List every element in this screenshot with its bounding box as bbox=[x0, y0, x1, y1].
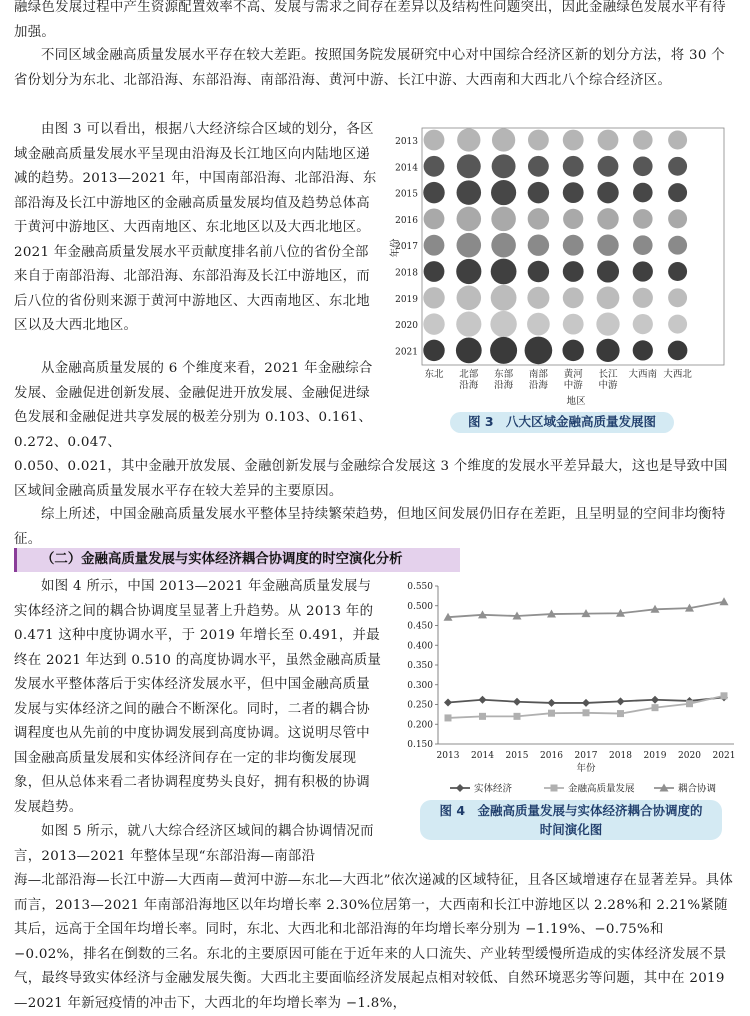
fig4-data-point bbox=[445, 714, 452, 721]
fig3-bubble bbox=[491, 233, 516, 258]
fig3-bubble bbox=[597, 234, 618, 255]
fig4-data-point bbox=[720, 597, 729, 605]
fig3-bubble bbox=[633, 235, 653, 255]
fig3-ytick-label: 2013 bbox=[395, 137, 418, 147]
fig3-bubble bbox=[596, 339, 619, 362]
fig3-bubble bbox=[492, 154, 516, 178]
fig3-bubble bbox=[633, 157, 653, 177]
fig3-ytick-label: 2019 bbox=[395, 294, 418, 305]
fig4-data-point bbox=[513, 698, 521, 706]
fig4-ytick-label: 0.500 bbox=[407, 601, 433, 612]
paragraph-regional-difference: 不同区域金融高质量发展水平存在较大差距。按照国务院发展研究中心对中国综合经济区新的划分方法，将 30 个省份划分为东北、北部沿海、东部沿海、南部沿海、黄河中游、长江中游、大西南和大西北八个综合经济区。 bbox=[14, 48, 725, 88]
section-heading: （二）金融高质量发展与实体经济耦合协调度的时空演化分析 bbox=[14, 548, 460, 572]
fig3-xtick-label: 东北 bbox=[424, 369, 444, 380]
fig3-xtick-label: 南部 bbox=[528, 369, 548, 380]
fig3-bubble bbox=[457, 233, 482, 258]
fig3-bubble bbox=[563, 182, 584, 203]
fig3-xtick-label: 沿海 bbox=[494, 380, 514, 391]
fig4-data-point bbox=[479, 713, 486, 720]
fig3-xtick-label: 中游 bbox=[598, 380, 618, 391]
fig3-xtick-label: 沿海 bbox=[459, 380, 479, 391]
paragraph-dimensions-continued: 0.050、0.021，其中金融开放发展、金融创新发展与金融综合发展这 3 个维度的发展水平差异最大，这也是导致中国区域间金融高质量发展水平存在较大差异的主要原因。 bbox=[14, 459, 728, 499]
fig3-ytick-label: 2021 bbox=[395, 347, 418, 358]
fig3-bubble bbox=[456, 259, 481, 284]
fig3-bubble bbox=[596, 312, 619, 335]
fig4-xaxis-label: 年份 bbox=[576, 763, 596, 774]
fig3-bubble bbox=[456, 338, 482, 364]
fig3-ytick-label: 2020 bbox=[395, 321, 418, 332]
fig3-bubble bbox=[563, 130, 584, 151]
fig3-bubble bbox=[633, 288, 653, 308]
fig4-ytick-label: 0.150 bbox=[407, 740, 433, 750]
fig3-bubble bbox=[668, 315, 687, 334]
fig4-xtick-label: 2019 bbox=[643, 751, 667, 761]
paragraph-figure5-analysis: 海—北部沿海—长江中游—大西南—黄河中游—东北—大西北”依次递减的区域特征，且各区域增速存在显著差异。具体而言，2013—2021 年南部沿海地区以年均增长率 2.30%位居第一，大西南和长江中游地区以 2.28%和 2.21%紧随其后，远高于全国年均增长率。同时，东北、大西北和北部沿海的年均增长率分别为 −1.19%、−0.75%和 −0.02%，排名在倒数的三名。东北的主要原因可能在于近年来的人口流失、产业转型缓慢所造成的实体经济发展不景气，最终导致实体经济与金融发展失衡。大西北主要面临经济发展起点相对较低、自然环境恶劣等问题，其中在 2019—2021 年新冠疫情的冲击下，大西北的年均增长率为 −1.8%， bbox=[14, 873, 734, 1011]
fig4-data-point bbox=[617, 710, 624, 717]
fig3-bubble bbox=[597, 286, 620, 309]
fig4-data-point bbox=[548, 710, 555, 717]
figure4-line-chart bbox=[392, 580, 744, 798]
figure3-bubble-chart bbox=[388, 126, 728, 416]
fig3-bubble bbox=[528, 208, 549, 229]
fig3-bubble bbox=[528, 156, 549, 177]
fig3-bubble bbox=[490, 337, 517, 364]
fig3-bubble bbox=[598, 130, 619, 151]
fig3-bubble bbox=[597, 260, 619, 282]
fig3-xaxis-label: 地区 bbox=[566, 396, 586, 407]
fig4-ytick-label: 0.550 bbox=[407, 582, 433, 592]
fig3-bubble bbox=[668, 262, 687, 281]
fig4-ytick-label: 0.300 bbox=[407, 680, 433, 691]
fig3-bubble bbox=[491, 180, 516, 205]
fig4-legend-label: 耦合协调 bbox=[678, 783, 717, 795]
fig3-bubble bbox=[527, 287, 549, 309]
fig3-yaxis-label: 年份 bbox=[390, 238, 401, 258]
fig4-data-point bbox=[514, 713, 521, 720]
fig3-ytick-label: 2017 bbox=[395, 242, 418, 253]
fig3-bubble bbox=[597, 208, 618, 229]
fig3-bubble bbox=[457, 286, 482, 311]
figure4-caption-text: 图 4 金融高质量发展与实体经济耦合协调度的时间演化图 bbox=[439, 803, 703, 837]
fig3-bubble bbox=[424, 235, 445, 256]
fig3-ytick-label: 2015 bbox=[395, 189, 418, 200]
fig3-bubble bbox=[527, 313, 550, 336]
fig3-bubble bbox=[668, 288, 687, 307]
fig4-legend-label: 金融高质量发展 bbox=[568, 783, 635, 795]
fig3-bubble bbox=[633, 183, 653, 203]
fig4-xtick-label: 2016 bbox=[540, 751, 563, 761]
fig3-ytick-label: 2018 bbox=[395, 268, 418, 279]
fig3-bubble bbox=[525, 337, 553, 365]
paragraph-figure5-intro: 如图 5 所示，就八大综合经济区域间的耦合协调情况而言，2013—2021 年整体呈现“东部沿海—南部沿 bbox=[14, 824, 374, 864]
paragraph-figure4-analysis: 如图 4 所示，中国 2013—2021 年金融高质量发展与实体经济之间的耦合协调度呈显著上升趋势。从 2013 年的 0.471 这种中度协调水平，于 2019 年增长至 0.491，并最终在 2021 年达到 0.510 的高度协调水平，虽然金融高质量发展水平整体落后于实体经济发展水平，但中国金融高质量发展与实体经济之间的融合不断深化。同时，二者的耦合协调程度也从先前的中度协调发展到高度协调。这说明尽管中国金融高质量发展和实体经济间存在一定的非均衡发展现象，但从总体来看二者协调程度势头良好，拥有积极的协调发展趋势。 bbox=[14, 579, 382, 815]
fig3-bubble bbox=[562, 340, 583, 361]
fig3-bubble bbox=[563, 156, 584, 177]
fig3-bubble bbox=[423, 182, 444, 203]
fig3-bubble bbox=[424, 208, 445, 229]
figure4-caption bbox=[420, 800, 722, 840]
fig3-bubble bbox=[668, 209, 687, 228]
fig4-data-point bbox=[651, 696, 659, 704]
fig4-data-point bbox=[582, 699, 590, 707]
fig3-bubble bbox=[668, 183, 687, 202]
fig4-xtick-label: 2020 bbox=[678, 751, 701, 761]
fig3-ytick-label: 2016 bbox=[395, 215, 418, 226]
fig3-bubble bbox=[633, 261, 653, 281]
fig3-bubble bbox=[563, 261, 584, 282]
fig3-xtick-label: 黄河 bbox=[563, 369, 583, 380]
fig3-bubble bbox=[528, 130, 549, 151]
fig3-xtick-label: 沿海 bbox=[528, 380, 548, 391]
fig3-bubble bbox=[424, 130, 445, 151]
fig3-xtick-label: 北部 bbox=[459, 369, 479, 380]
fig3-bubble bbox=[563, 314, 584, 335]
fig4-legend-marker bbox=[456, 784, 464, 792]
fig4-data-point bbox=[617, 697, 625, 705]
fig3-bubble bbox=[597, 182, 618, 203]
fig4-data-point bbox=[652, 704, 659, 711]
fig4-xtick-label: 2015 bbox=[505, 751, 529, 761]
fig3-bubble bbox=[424, 261, 445, 282]
fig3-bubble bbox=[633, 209, 653, 229]
fig3-bubble bbox=[668, 236, 687, 255]
fig4-legend-marker bbox=[551, 785, 558, 792]
fig3-bubble bbox=[423, 313, 444, 334]
paragraph-dimensions: 从金融高质量发展的 6 个维度来看，2021 年金融综合发展、金融促进创新发展、金融促进开放发展、金融促进绿色发展和金融促进共享发展的极差分别为 0.103、0.161、0.272、0.047、 bbox=[14, 361, 373, 450]
fig3-xtick-label: 大西北 bbox=[663, 369, 692, 380]
fig4-xtick-label: 2013 bbox=[436, 751, 460, 761]
fig4-xtick-label: 2021 bbox=[712, 751, 736, 761]
fig3-bubble bbox=[668, 131, 687, 150]
fig3-bubble bbox=[528, 182, 549, 203]
fig4-legend-label: 实体经济 bbox=[474, 783, 513, 795]
fig3-bubble bbox=[563, 287, 584, 308]
fig3-bubble bbox=[491, 207, 516, 232]
fig3-xtick-label: 中游 bbox=[563, 380, 583, 391]
fig3-bubble bbox=[528, 261, 549, 282]
fig3-xtick-label: 大西南 bbox=[628, 369, 658, 380]
fig3-bubble bbox=[633, 130, 653, 150]
fig3-bubble bbox=[457, 180, 482, 205]
fig3-ytick-label: 2014 bbox=[395, 163, 418, 174]
fig4-xtick-label: 2017 bbox=[574, 751, 598, 761]
fig3-bubble bbox=[528, 234, 549, 255]
fig4-ytick-label: 0.350 bbox=[407, 661, 433, 671]
fig3-bubble bbox=[423, 340, 444, 361]
fig3-xtick-label: 长江 bbox=[598, 369, 618, 380]
fig4-data-point bbox=[686, 700, 693, 707]
fig4-series-3 bbox=[444, 597, 729, 620]
paragraph-intro-continued: 融绿色发展过程中产生资源配置效率不高、发展与需求之间存在差异以及结构性问题突出，因此金融绿色发展水平有待加强。 bbox=[14, 0, 726, 40]
fig4-data-point bbox=[583, 709, 590, 716]
fig3-bubble bbox=[492, 128, 515, 151]
fig3-bubble bbox=[491, 285, 517, 311]
fig4-ytick-label: 0.200 bbox=[407, 720, 433, 731]
fig3-bubble bbox=[668, 341, 688, 361]
fig4-data-point bbox=[721, 692, 728, 699]
fig3-bubble bbox=[490, 311, 516, 337]
fig3-bubble bbox=[457, 207, 482, 232]
fig4-ytick-label: 0.450 bbox=[407, 621, 433, 632]
fig4-xtick-label: 2018 bbox=[609, 751, 632, 761]
fig4-ytick-label: 0.400 bbox=[407, 641, 433, 652]
fig4-data-point bbox=[479, 696, 487, 704]
fig4-data-point bbox=[444, 699, 452, 707]
fig3-bubble bbox=[598, 156, 619, 177]
fig3-bubble bbox=[457, 128, 480, 151]
fig3-xtick-label: 东部 bbox=[494, 369, 514, 380]
fig4-xtick-label: 2014 bbox=[471, 751, 494, 761]
fig3-bubble bbox=[456, 312, 481, 337]
fig3-bubble bbox=[563, 209, 583, 229]
fig3-bubble bbox=[633, 340, 653, 360]
fig3-bubble bbox=[424, 156, 445, 177]
fig3-bubble bbox=[668, 157, 687, 176]
fig4-ytick-label: 0.250 bbox=[407, 700, 433, 711]
figure3-caption: 图 3 八大区域金融高质量发展图 bbox=[450, 412, 674, 433]
paragraph-summary: 综上所述，中国金融高质量发展水平整体呈持续繁荣趋势，但地区间发展仍旧存在差距，且呈明显的空间非均衡特征。 bbox=[14, 507, 726, 547]
fig3-bubble bbox=[491, 259, 517, 285]
fig3-bubble bbox=[423, 287, 444, 308]
fig3-bubble bbox=[563, 235, 584, 256]
paragraph-figure3-analysis: 由图 3 可以看出，根据八大经济综合区域的划分，各区域金融高质量发展水平呈现由沿海及长江地区向内陆地区递减的趋势。2013—2021 年，中国南部沿海、北部沿海、东部沿海及长江中游地区的金融高质量发展均值及趋势总体高于黄河中游地区、大西南地区、东北地区以及大西北地区。2021 年金融高质量发展水平贡献度排名前八位的省份全部来自于南部沿海、北部沿海、东部沿海及长江中游地区，而后八位的省份则来源于黄河中游地区、大西南地区、东北地区以及大西北地区。 bbox=[14, 122, 377, 333]
fig3-bubble bbox=[633, 314, 653, 334]
fig3-bubble bbox=[457, 154, 481, 178]
fig4-data-point bbox=[548, 699, 556, 707]
